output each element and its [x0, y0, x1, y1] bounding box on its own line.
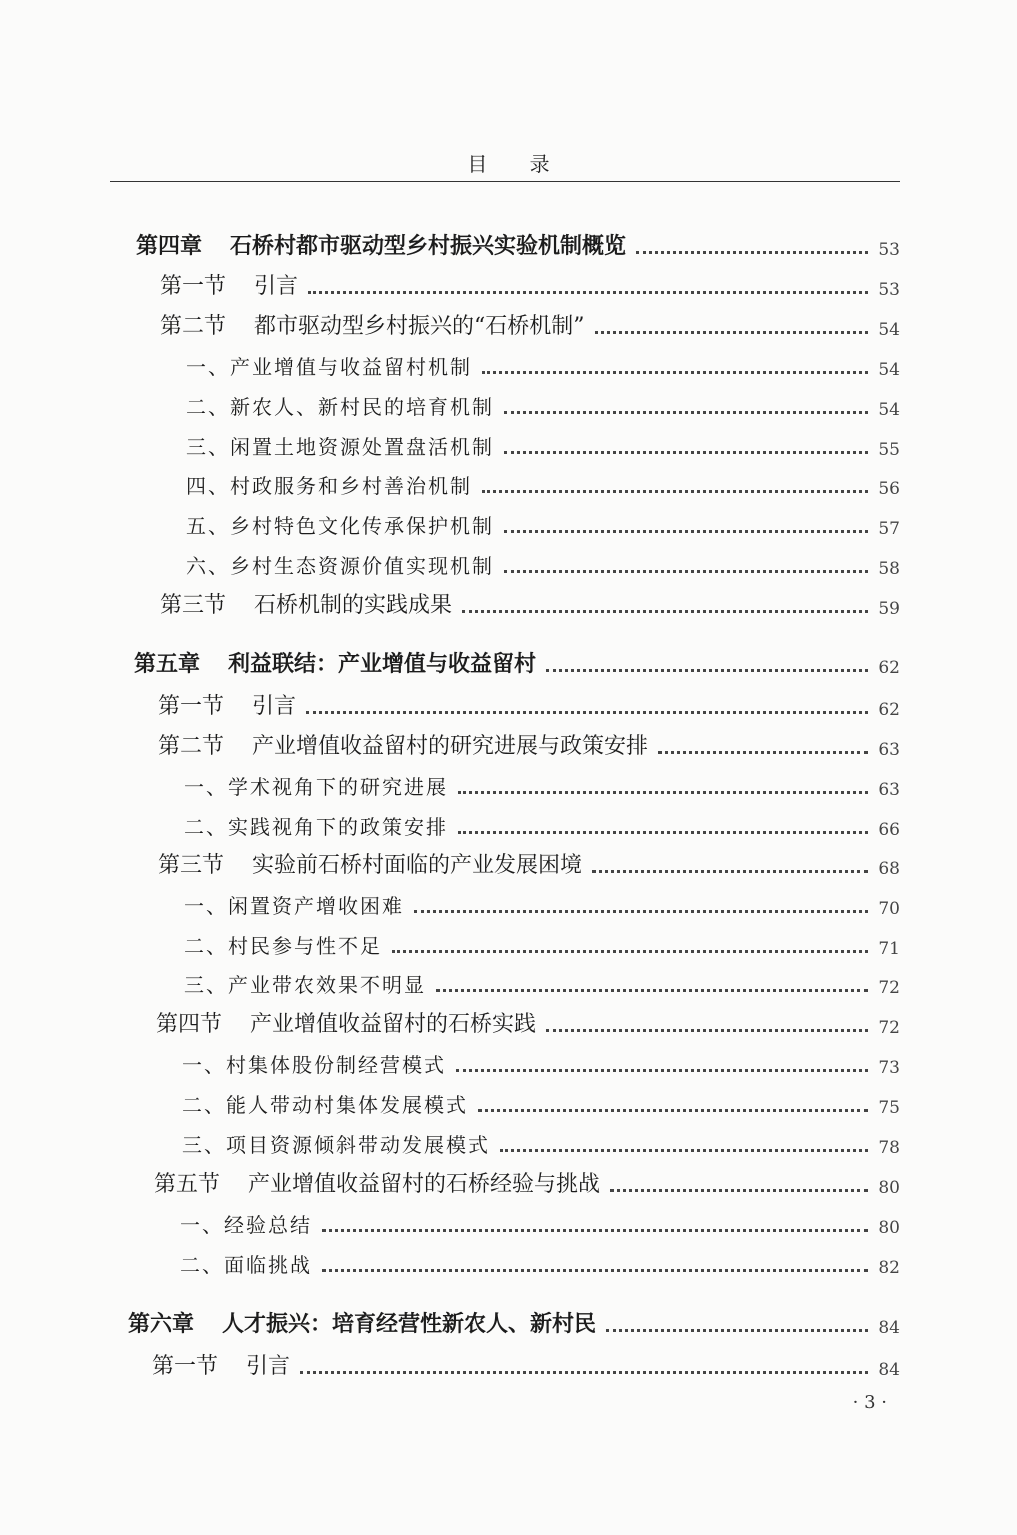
- page-number: 54: [878, 400, 900, 420]
- item-title: 二、新农人、新村民的培育机制: [186, 395, 494, 419]
- item-title: 六、乡村生态资源价值实现机制: [186, 554, 494, 578]
- page-number: 53: [878, 280, 900, 300]
- section-number: 第四节: [156, 1012, 223, 1037]
- leader-dots: [606, 1328, 868, 1332]
- section-title: 产业增值收益留村的研究进展与政策安排: [252, 734, 649, 759]
- page-number: 54: [878, 320, 900, 340]
- page-number: 54: [878, 360, 900, 380]
- page-number: 56: [878, 479, 900, 499]
- page-number: 58: [878, 559, 900, 579]
- section-title: 石桥机制的实践成果: [254, 593, 453, 618]
- page-number: 68: [878, 859, 900, 879]
- chapter-title: 利益联结：产业增值与收益留村: [228, 652, 537, 677]
- leader-dots: [478, 1108, 868, 1112]
- chapter-number: 第五章: [134, 652, 201, 677]
- leader-dots: [392, 949, 868, 953]
- section-title: 都市驱动型乡村振兴的“石桥机制”: [254, 314, 585, 339]
- section-number: 第二节: [158, 734, 225, 759]
- toc-item-entry[interactable]: [180, 1208, 900, 1238]
- toc-item-entry[interactable]: [186, 509, 900, 539]
- leader-dots: [462, 609, 868, 613]
- toc-item-entry[interactable]: [186, 469, 900, 499]
- page-number: 80: [878, 1218, 900, 1238]
- page-folio: · 3 ·: [852, 1392, 887, 1413]
- leader-dots: [322, 1228, 868, 1232]
- page-number: 73: [878, 1058, 900, 1078]
- chapter-number: 第四章: [136, 234, 203, 259]
- leader-dots: [636, 250, 868, 254]
- toc-item-entry[interactable]: [186, 390, 900, 420]
- leader-dots: [610, 1188, 868, 1192]
- section-title: 引言: [246, 1354, 291, 1379]
- item-title: 二、实践视角下的政策安排: [184, 815, 448, 839]
- toc-item-entry[interactable]: [182, 1048, 900, 1078]
- page-number: 72: [878, 1018, 900, 1038]
- leader-dots: [458, 830, 868, 834]
- toc-heading-char-1: 目: [467, 152, 488, 176]
- item-title: 三、项目资源倾斜带动发展模式: [182, 1133, 490, 1157]
- leader-dots: [504, 529, 868, 533]
- toc-item-entry[interactable]: [186, 350, 900, 380]
- leader-dots: [546, 668, 868, 672]
- toc-section-entry[interactable]: [160, 270, 900, 300]
- page-number: 80: [878, 1178, 900, 1198]
- page-number: 70: [878, 899, 900, 919]
- toc-section-entry[interactable]: [160, 589, 900, 619]
- toc-item-entry[interactable]: [184, 770, 900, 800]
- toc-chapter-entry[interactable]: [136, 230, 900, 260]
- toc-section-entry[interactable]: [158, 730, 900, 760]
- section-number: 第五节: [154, 1172, 221, 1197]
- toc-item-entry[interactable]: [184, 810, 900, 840]
- section-title: 引言: [252, 694, 297, 719]
- leader-dots: [482, 370, 868, 374]
- toc-item-entry[interactable]: [184, 968, 900, 998]
- section-title: 产业增值收益留村的石桥实践: [250, 1012, 537, 1037]
- leader-dots: [458, 790, 868, 794]
- leader-dots: [308, 290, 868, 294]
- section-number: 第三节: [158, 853, 225, 878]
- item-title: 二、能人带动村集体发展模式: [182, 1093, 468, 1117]
- item-title: 一、经验总结: [180, 1213, 312, 1237]
- section-number: 第一节: [152, 1354, 219, 1379]
- section-number: 第一节: [158, 694, 225, 719]
- toc-item-entry[interactable]: [182, 1088, 900, 1118]
- toc-item-entry[interactable]: [184, 929, 900, 959]
- item-title: 四、村政服务和乡村善治机制: [186, 474, 472, 498]
- page-number: 62: [878, 700, 900, 720]
- item-title: 一、闲置资产增收困难: [184, 894, 404, 918]
- item-title: 二、村民参与性不足: [184, 934, 382, 958]
- toc-item-entry[interactable]: [184, 889, 900, 919]
- item-title: 三、产业带农效果不明显: [184, 973, 426, 997]
- toc-item-entry[interactable]: [186, 430, 900, 460]
- section-title: 引言: [254, 274, 299, 299]
- page-number: 63: [878, 780, 900, 800]
- item-title: 二、面临挑战: [180, 1253, 312, 1277]
- leader-dots: [592, 869, 868, 873]
- toc-chapter-entry[interactable]: [128, 1308, 900, 1338]
- page-number: 75: [878, 1098, 900, 1118]
- leader-dots: [436, 988, 868, 992]
- leader-dots: [300, 1370, 868, 1374]
- leader-dots: [546, 1028, 868, 1032]
- leader-dots: [456, 1068, 868, 1072]
- toc-item-entry[interactable]: [180, 1248, 900, 1278]
- page-number: 72: [878, 978, 900, 998]
- page-number: 62: [878, 658, 900, 678]
- leader-dots: [504, 450, 868, 454]
- leader-dots: [504, 410, 868, 414]
- leader-dots: [482, 489, 868, 493]
- leader-dots: [306, 710, 868, 714]
- page-number: 66: [878, 820, 900, 840]
- page-number: 82: [878, 1258, 900, 1278]
- leader-dots: [414, 909, 868, 913]
- chapter-number: 第六章: [128, 1312, 195, 1337]
- page-number: 71: [878, 939, 900, 959]
- section-title: 产业增值收益留村的石桥经验与挑战: [248, 1172, 601, 1197]
- page-number: 55: [878, 440, 900, 460]
- page-number: 84: [878, 1318, 900, 1338]
- page-number: 63: [878, 740, 900, 760]
- page-number: 78: [878, 1138, 900, 1158]
- section-number: 第一节: [160, 274, 227, 299]
- toc-item-entry[interactable]: [182, 1128, 900, 1158]
- leader-dots: [500, 1148, 868, 1152]
- toc-section-entry[interactable]: [158, 690, 900, 720]
- toc-heading-char-2: 录: [529, 152, 550, 176]
- chapter-title: 人才振兴：培育经营性新农人、新村民: [222, 1312, 597, 1337]
- toc-section-entry[interactable]: [160, 310, 900, 340]
- chapter-title: 石桥村都市驱动型乡村振兴实验机制概览: [230, 234, 627, 259]
- toc-section-entry[interactable]: [158, 849, 900, 879]
- page-number: 59: [878, 599, 900, 619]
- item-title: 一、村集体股份制经营模式: [182, 1053, 446, 1077]
- page-number: 57: [878, 519, 900, 539]
- leader-dots: [658, 750, 868, 754]
- toc-section-entry[interactable]: [152, 1350, 900, 1380]
- item-title: 一、产业增值与收益留村机制: [186, 355, 472, 379]
- toc-section-entry[interactable]: [156, 1008, 900, 1038]
- section-number: 第三节: [160, 593, 227, 618]
- item-title: 五、乡村特色文化传承保护机制: [186, 514, 494, 538]
- toc-section-entry[interactable]: [154, 1168, 900, 1198]
- section-title: 实验前石桥村面临的产业发展困境: [252, 853, 583, 878]
- toc-chapter-entry[interactable]: [134, 648, 900, 678]
- leader-dots: [595, 330, 868, 334]
- section-number: 第二节: [160, 314, 227, 339]
- toc-item-entry[interactable]: [186, 549, 900, 579]
- item-title: 一、学术视角下的研究进展: [184, 775, 448, 799]
- item-title: 三、闲置土地资源处置盘活机制: [186, 435, 494, 459]
- page-number: 84: [878, 1360, 900, 1380]
- leader-dots: [322, 1268, 868, 1272]
- leader-dots: [504, 569, 868, 573]
- page-number: 53: [878, 240, 900, 260]
